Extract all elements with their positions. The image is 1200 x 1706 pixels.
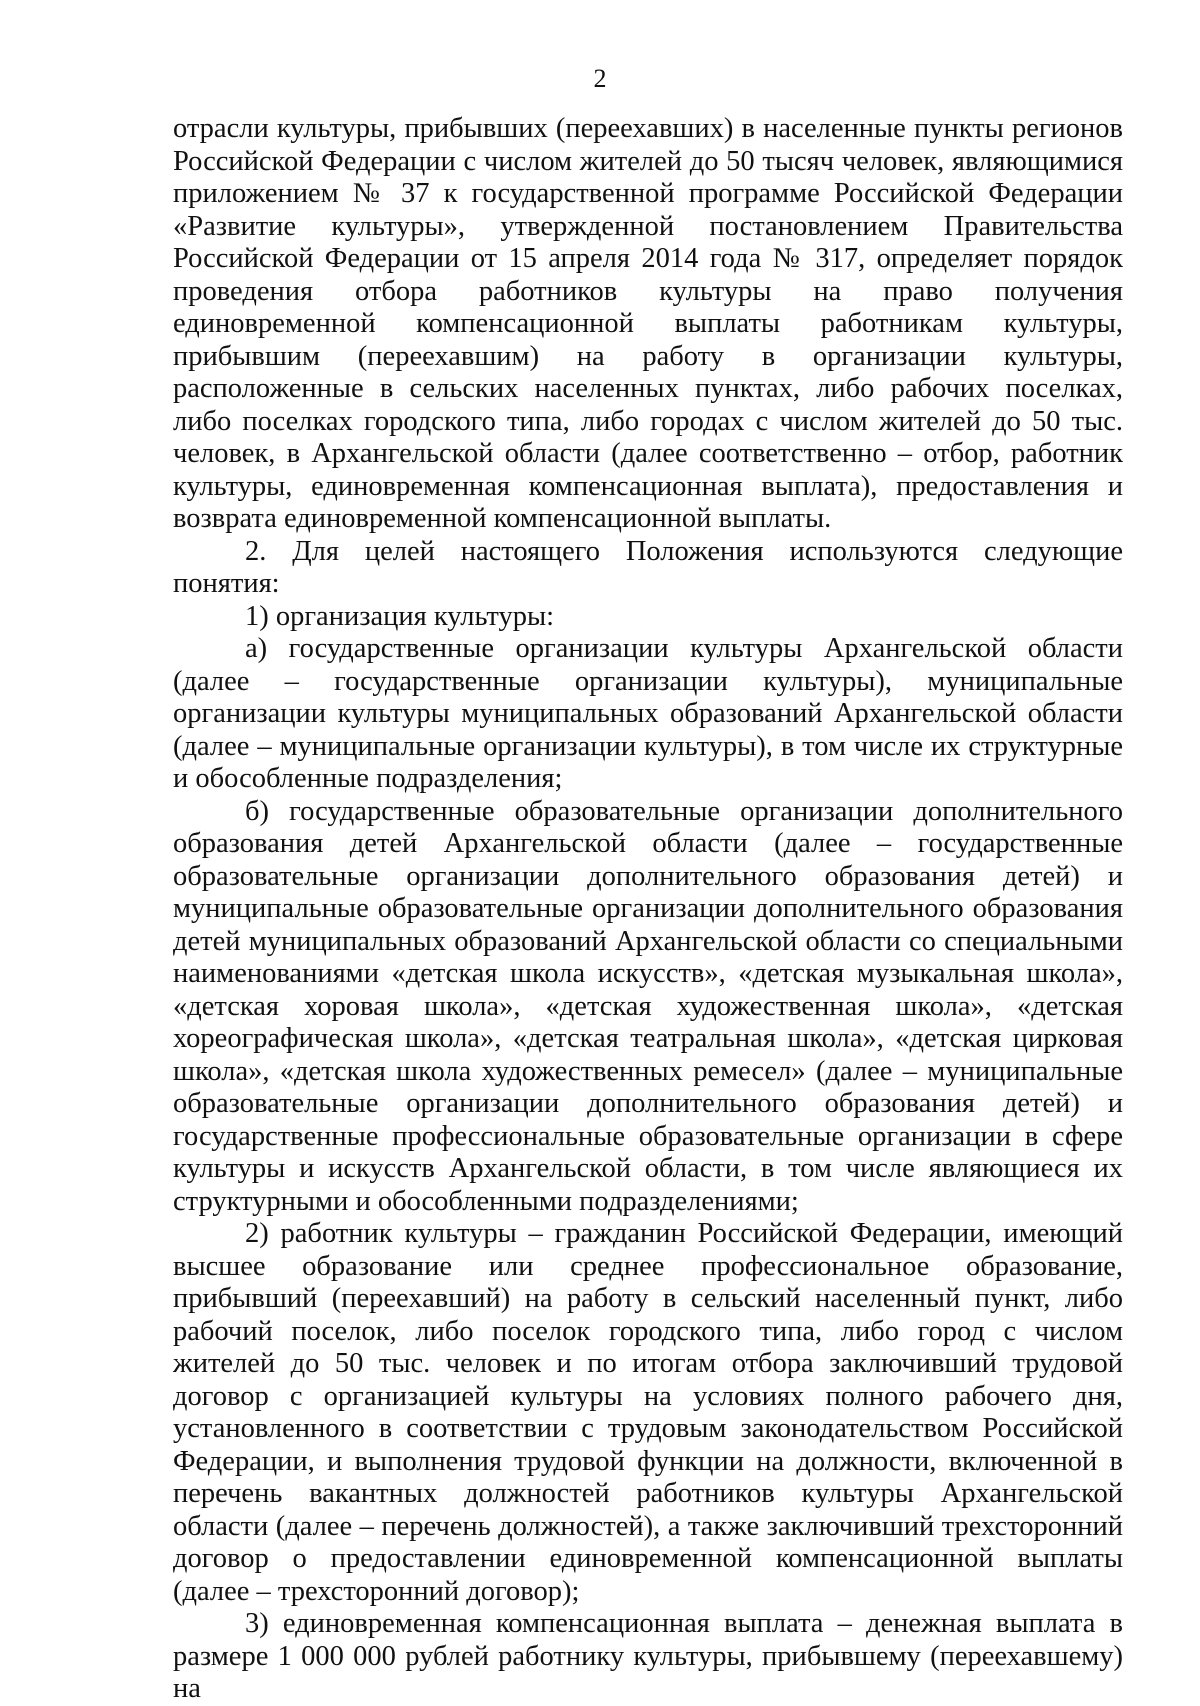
paragraph-subitem-b: б) государственные образовательные организации дополнительного образования детей Архангельской области (далее – государственные образовательные организации дополнительного образования детей) и муниципальные образовательные организации дополнительного образования детей муниципальных образований Архангельской области со специальными наименованиями «детская школа искусств», «детская музыкальная школа», «детская хоровая школа», «детская художественная школа», «детская хореографическая школа», «детская театральная школа», «детская цирковая школа», «детская школа художественных ремесел» (далее – муниципальные образовательные организации дополнительного образования детей) и государственные профессиональные образовательные организации в сфере культуры и искусств Архангельской области, в том числе являющиеся их структурными и обособленными подразделениями; xyxy=(173,795,1123,1217)
paragraph-item-2: 2. Для целей настоящего Положения используются следующие понятия: xyxy=(173,535,1123,599)
document-body xyxy=(173,113,1123,1706)
paragraph-continuation: отрасли культуры, прибывших (переехавших) в населенные пункты регионов Российской Федерации с числом жителей до 50 тысяч человек, являющимися приложением № 37 к государственной программе Российской Федерации «Развитие культуры», утвержденной постановлением Правительства Российской Федерации от 15 апреля 2014 года № 317, определяет порядок проведения отбора работников культуры на право получения единовременной компенсационной выплаты работникам культуры, прибывшим (переехавшим) на работу в организации культуры, расположенные в сельских населенных пунктах, либо рабочих поселках, либо поселках городского типа, либо городах с числом жителей до 50 тыс. человек, в Архангельской области (далее соответственно – отбор, работник культуры, единовременная компенсационная выплата), предоставления и возврата единовременной компенсационной выплаты. xyxy=(173,113,1123,534)
paragraph-subitem-2: 2) работник культуры – гражданин Российской Федерации, имеющий высшее образование или среднее профессиональное образование, прибывший (переехавший) на работу в сельский населенный пункт, либо рабочий поселок, либо поселок городского типа, либо город с числом жителей до 50 тыс. человек и по итогам отбора заключивший трудовой договор с организацией культуры на условиях полного рабочего дня, установленного в соответствии с трудовым законодательством Российской Федерации, и выполнения трудовой функции на должности, включенной в перечень вакантных должностей работников культуры Архангельской области (далее – перечень должностей), а также заключивший трехсторонний договор о предоставлении единовременной компенсационной выплаты (далее – трехсторонний договор); xyxy=(173,1218,1123,1607)
page-number: 2 xyxy=(593,64,607,93)
paragraph-subitem-3: 3) единовременная компенсационная выплата – денежная выплата в размере 1 000 000 рублей работнику культуры, прибывшему (переехавшему) на xyxy=(173,1608,1123,1704)
paragraph-subitem-a: а) государственные организации культуры Архангельской области (далее – государственные организации культуры), муниципальные организации культуры муниципальных образований Архангельской области (далее – муниципальные организации культуры), в том числе их структурные и обособленные подразделения; xyxy=(173,633,1123,794)
paragraph-subitem-1: 1) организация культуры: xyxy=(245,600,555,632)
